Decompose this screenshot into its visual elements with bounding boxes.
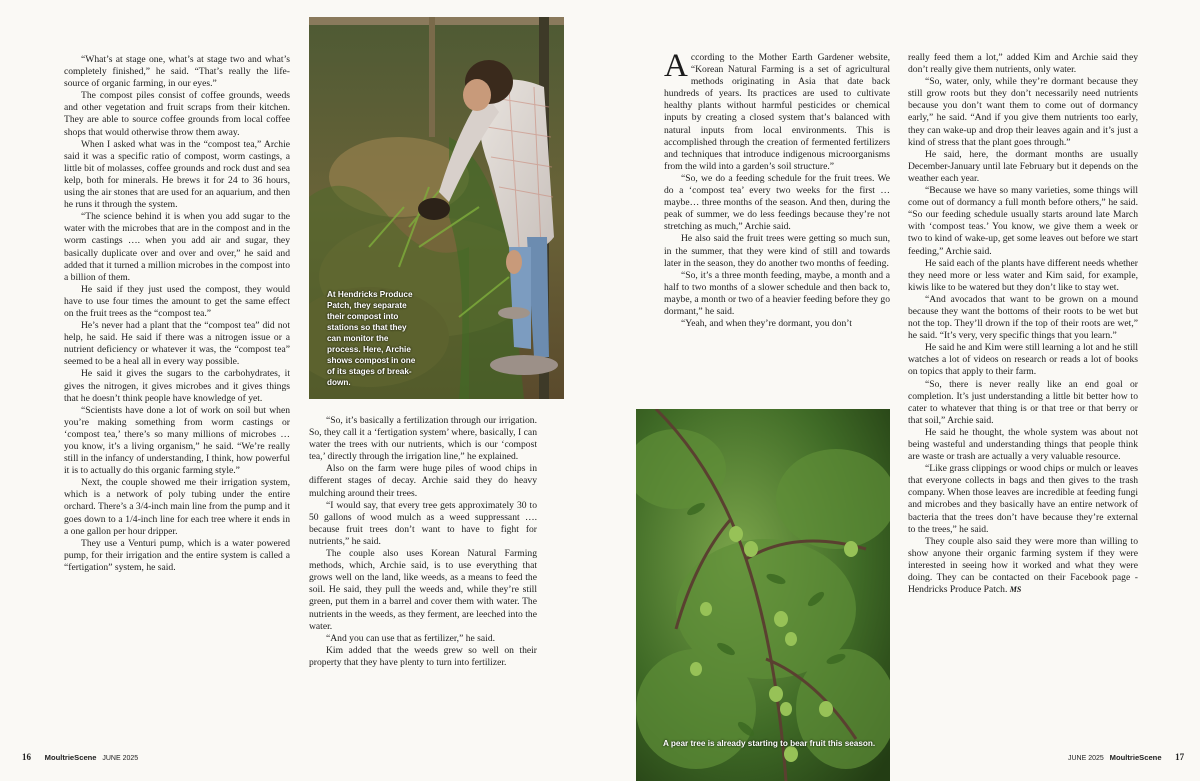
column-1-paragraph: “The science behind it is when you add sugar to the water with the microbes that are in the compost and in the worm castings …. when you add air and sugar, they basically duplicate over and over and over,” he said and added that it turned a million microbes in the compost into a billion of them.: [64, 211, 290, 283]
article-column-2: [309, 415, 537, 669]
column-1-paragraph: He said it gives the sugars to the carbohydrates, it gives the nitrogen, it gives microbes and it gives things that he doesn’t think people have knowledge of yet.: [64, 368, 290, 404]
issue-date-left: JUNE 2025: [102, 755, 139, 762]
article-column-4: [908, 52, 1138, 596]
column-4-paragraph: He said, here, the dormant months are usually December-January until late February but it depends on the weather each year.: [908, 148, 1138, 184]
folio-left: [22, 752, 138, 762]
column-1-paragraph: The compost piles consist of coffee grounds, weeds and other vegetation and fruit scraps from their kitchen. They are able to source coffee grounds from local coffee shops that would otherwise throw them away.: [64, 90, 290, 138]
column-3-paragraph: “So, we do a feeding schedule for the fruit trees. We do a ‘compost tea’ every two weeks for the first … maybe… three months of the season. And then, during the peak of summer, we do less feedings because they’re not stretching as much,” Archie said.: [664, 172, 890, 233]
column-4-paragraph: “So, there is never really like an end goal or completion. It’s just understanding a little bit better how to cater to whatever that thing is or that tree or that berry or that soil,” Archie said.: [908, 378, 1138, 426]
column-4-paragraph: “And avocados that want to be grown on a mound because they want the bottoms of their roots to be wet but not the top. They’ll drown if the top of their roots are wet,” he said. “It’s very, very specific things that you learn.”: [908, 293, 1138, 342]
compost-photo-caption: At Hendricks Produce Patch, they separate their compost into stations so that they can monitor the process. Here, Archie shows compost in one of its stages of break-down.: [327, 290, 416, 387]
folio-right: [1068, 752, 1184, 762]
column-2-paragraph: Kim added that the weeds grew so well on their property that they have plenty to turn into fertilizer.: [309, 644, 537, 668]
column-4-paragraph: He said he and Kim were still learning a lot and he still watches a lot of videos on research or reads a lot of books on topics that apply to their farm.: [908, 342, 1138, 378]
column-2-paragraph: “I would say, that every tree gets approximately 30 to 50 gallons of wood mulch as a weed suppressant …. because fruit trees don’t want to have to fight for nutrients,” he said.: [309, 499, 537, 547]
drop-cap: A: [664, 48, 688, 84]
column-1-paragraph: He’s never had a plant that the “compost tea” did not help, he said. He said if there was a nitrogen issue or a nutrient deficiency or whatever it was, the “compost tea” seemed to be a heal all in every way possible.: [64, 320, 290, 368]
column-4-closing-paragraph: [908, 536, 1138, 596]
column-2-paragraph: The couple also uses Korean Natural Farming methods, which, Archie said, is to use everything that grows well on the land, like weeds, as a means to feed the soil. He said, they pull the weeds and, while they’re still green, put them in a barrel and cover them with water. The nutrients in the weeds, as they ferment, are leeched into the water.: [309, 548, 537, 632]
page-number-right: 17: [1175, 752, 1185, 762]
intro-text: ccording to the Mother Earth Gardener website, “Korean Natural Farming is a set of agricultural methods originating in Asia that date back hundreds of years. Its practices are used to cultivate healthy plants without harmful pesticides or chemical inputs by creating a closed system that’s balanced with natural inputs from local environments. This is accomplished through the creation of fermented fertilizers and techniques that introduce indigenous microorganisms from the wild into a garden’s soil structure.”: [664, 52, 890, 172]
magazine-name-left: MoultrieScene: [44, 753, 97, 762]
column-2-paragraph: Also on the farm were huge piles of wood chips in different stages of decay. Archie said they do heavy mulching around their trees.: [309, 463, 537, 499]
page-number-left: 16: [22, 752, 31, 762]
pear-tree-photo-illustration: [636, 409, 890, 781]
column-4-paragraph: He said each of the plants have different needs whether they need more or less water and Kim said, for example, kiwis like to be watered but they don’t like to stay wet.: [908, 257, 1138, 293]
pear-tree-photo-caption: A pear tree is already starting to bear fruit this season.: [663, 739, 876, 748]
column-2-paragraph: “And you can use that as fertilizer,” he said.: [326, 632, 496, 644]
article-column-1: [64, 54, 290, 574]
article-column-3: [664, 48, 890, 330]
column-4-paragraph: “So, water, only, while they’re dormant because they still grow roots but they don’t necessarily need nutrients because you don’t want them to come out of dormancy early,” he said. “And if you give them nutrients too early, they can wake-up and drop their leaves again and it’s just a kind of stress that the plant goes through.”: [908, 76, 1138, 148]
author-signature: MS: [1009, 585, 1022, 595]
article-intro-paragraph: [664, 48, 890, 173]
column-1-paragraph: “What’s at stage one, what’s at stage two and what’s completely finished,” he said. “That’s really the life-source of organic farming, in our eyes.”: [64, 54, 290, 90]
column-1-paragraph: They use a Venturi pump, which is a water powered pump, for their irrigation and the entire system is called a “fertigation” system, he said.: [64, 537, 290, 573]
column-4-paragraph: “Like grass clippings or wood chips or mulch or leaves that everyone collects in bags and then gives to the trash company. When those leaves are incredible at feeding fungi and microbes and they basically have an entire network of bacteria that the trees don’t have because they’re external to the trees,” he said.: [908, 463, 1138, 535]
column-1-paragraph: “Scientists have done a lot of work on soil but when you’re making something from worm castings or ‘compost tea,’ there’s so many millions of microbes … you know, it’s a living organism,” he said. “We’re really still in the infancy of understanding, I think, how powerful it is to actually do this organic farming style.”: [64, 404, 290, 477]
column-4-paragraph: “Because we have so many varieties, some things will come out of dormancy a full month before others,” he said. “So our feeding schedule usually starts around late March with ‘compost teas.’ You know, we give them a week or two to kind of wake-up, get some leaves out before we start feeding,” Archie said.: [908, 185, 1138, 257]
column-3-paragraph: “Yeah, and when they’re dormant, you don’t: [681, 318, 852, 330]
pear-tree-photo: [636, 409, 890, 781]
column-4-paragraph: He said he thought, the whole system was about not being wasteful and understanding things that people think are waste or trash are actually a very valuable resource.: [908, 426, 1138, 463]
column-2-paragraph: “So, it’s basically a fertilization through our irrigation. So, they call it a ‘fertigation system’ where, basically, I can water the trees with our nutrients, which is our ‘compost tea,’ directly through the irrigation line,” he explained.: [309, 415, 537, 463]
column-3-paragraph: He also said the fruit trees were getting so much sun, in the summer, that they were kind of still and towards later in the season, they do another two months of feeding.: [664, 233, 890, 269]
closing-text: They couple also said they were more than willing to show anyone their organic farming system if they were interested in seeing how it worked and what they were doing. They can be contacted on their Facebook page - Hendricks Produce Patch.: [908, 535, 1138, 596]
issue-date-right: JUNE 2025: [1068, 755, 1104, 762]
column-3-paragraph: “So, it’s a three month feeding, maybe, a month and a half to two months of a slower schedule and then back to, maybe, a month or two of a heavier feeding before they go dormant,” he said.: [664, 269, 890, 317]
column-1-paragraph: When I asked what was in the “compost tea,” Archie said it was a specific ratio of compost, worm castings, a little bit of molasses, coffee grounds and rock dust and sea kelp, both for minerals. He brews it for 24 to 36 hours, using the air stones that are used for an aquarium, and then he runs it through the system.: [64, 138, 290, 211]
magazine-name-right: MoultrieScene: [1109, 753, 1162, 762]
column-1-paragraph: Next, the couple showed me their irrigation system, which is a network of poly tubing under the entire orchard. There’s a 3/4-inch main line from the pump and it goes down to a 1/4-inch line for each tree where it ends in a one gallon per hour dripper.: [64, 477, 290, 537]
column-1-paragraph: He said if they just used the compost, they would have to use four times the amount to get the same effect on the fruit trees as the “compost tea.”: [64, 283, 290, 319]
column-4-continued-paragraph: really feed them a lot,” added Kim and Archie said they don’t really give them nutrients, only water.: [908, 52, 1138, 76]
